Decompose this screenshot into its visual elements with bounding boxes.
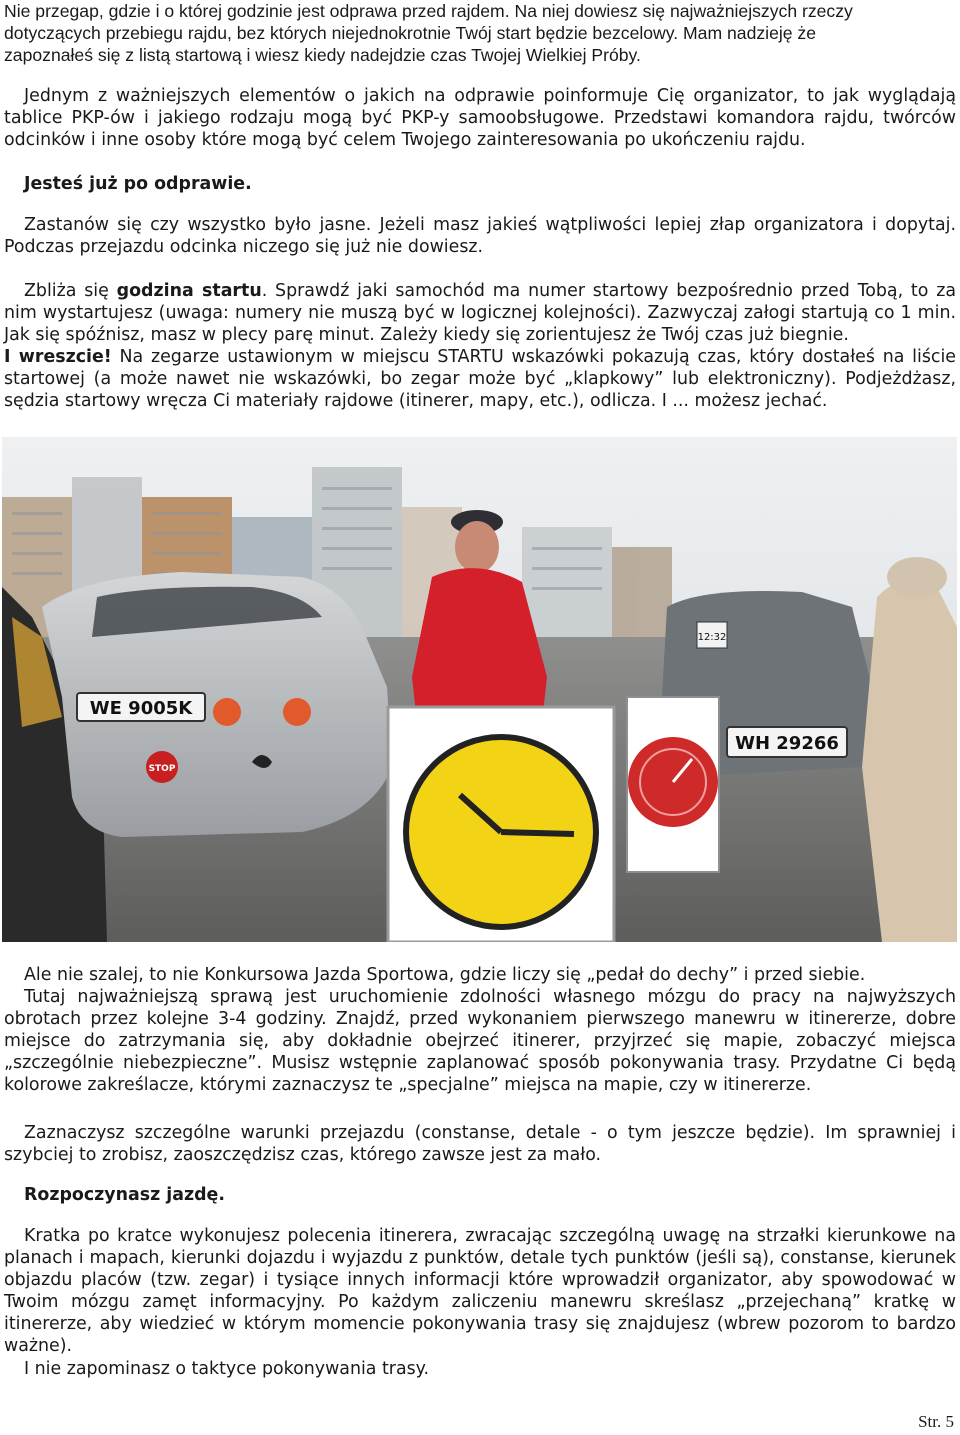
paragraph-no-crazy: Ale nie szalej, to nie Konkursowa Jazda Sportowa, gdzie liczy się „pedał do dechy” i przed siebie. (24, 965, 866, 985)
heading-begin-drive: Rozpoczynasz jazdę. (24, 1185, 225, 1205)
paragraph-most-important: Tutaj najważniejszą sprawą jest uruchomienie zdolności własnego mózgu do pracy na najwyższych obrotach przez kolejne 3-4 godziny. Znajdź, przed wykonaniem pierwszego manewru w itinererze, dobre miejsce do zatrzymania się, aby dokładnie obejrzeć itinerer, przyjrzeć się mapie, zobaczyć miejsca „szczególnie niebezpieczne”. Musisz wstępnie zaplanować sposób pokonywania trasy. Przydatne Ci będą kolorowe zakreślacze, którymi zaznaczysz te „specjalne” miejsca na mapie, czy w itinererze. (4, 987, 956, 1095)
paragraph-start-time: Zbliża się godzina startu. Sprawdź jaki samochód ma numer startowy bezpośrednio przed Tobą, to za nim wystartujesz (uwaga: numery nie muszą być w logicznej kolejności). Zazwyczaj załogi startują co 1 min. Jak się spóźnisz, masz w plecy parę minut. Zależy kiedy się zorientujesz że Twój czas już biegnie. I wreszcie! Na zegarze ustawionym w miejscu STARTU wskazówki pokazują czas, który dostałeś na liście startowej (a może nawet nie wskazówki, bo zegar może być „klapkowy” lub elektroniczny). Podjeżdżasz, sędzia startowy wręcza Ci materiały rajdowe (itinerer, mapy, etc.), odlicza. I ... możesz jechać. (4, 281, 956, 411)
rally-start-photo (2, 437, 957, 942)
paragraph-think: Zastanów się czy wszystko było jasne. Jeżeli masz jakieś wątpliwości lepiej złap organizatora i dopytaj. Podczas przejazdu odcinka niczego się już nie dowiesz. (4, 215, 956, 257)
svg-text:STOP: STOP (148, 764, 176, 774)
heading-after-briefing: Jesteś już po odprawie. (24, 174, 252, 194)
svg-text:WH 29266: WH 29266 (735, 733, 839, 754)
paragraph-grid: Kratka po kratce wykonujesz polecenia itinerera, zwracając szczególną uwagę na strzałki kierunkowe na planach i mapach, kierunki dojazdu i wyjazdu z punktów, detale tych punktów (jeśli są), constanse, kierunek objazdu placów (tzw. zegar) i tysiące innych informacji które wprowadził organizator, aby spowodować w Twoim mózgu zamęt informacyjny. Po każdym zaliczeniu manewru skreślasz „przejechaną” kratkę w itinererze, aby wiedzieć w którym momencie pokonywania trasy się znajdujesz (wbrew pozorom to bardzo ważne). (4, 1226, 956, 1356)
intro-line-2: dotyczących przebiegu rajdu, bez których niejednokrotnie Twój start będzie bezcelowy. Mam nadzieję że (4, 23, 817, 43)
paragraph-mark: Zaznaczysz szczególne warunki przejazdu (constanse, detale - o tym jeszcze będzie). Im sprawniej i szybciej to zrobisz, zaoszczędzisz czas, którego zawsze jest za mało. (4, 1123, 956, 1165)
paragraph-briefing: Jednym z ważniejszych elementów o jakich na odprawie poinformuje Cię organizator, to jak wyglądają tablice PKP-ów i jakiego rodzaju mogą być PKP-y samoobsługowe. Przedstawi komandora rajdu, twórców odcinków i inne osoby które mogą być celem Twojego zainteresowania po ukończeniu rajdu. (4, 86, 956, 150)
page-number: Str. 5 (918, 1412, 954, 1431)
svg-text:WE 9005K: WE 9005K (89, 698, 193, 719)
paragraph-tactics: I nie zapominasz o taktyce pokonywania trasy. (24, 1359, 430, 1379)
intro-line-3: zapoznałeś się z listą startową i wiesz kiedy nadejdzie czas Twojej Wielkiej Próby. (4, 45, 641, 65)
svg-text:12:32: 12:32 (697, 632, 727, 643)
intro-line-1: Nie przegap, gdzie i o której godzinie jest odprawa przed rajdem. Na niej dowiesz się najważniejszych rzeczy (4, 1, 853, 21)
